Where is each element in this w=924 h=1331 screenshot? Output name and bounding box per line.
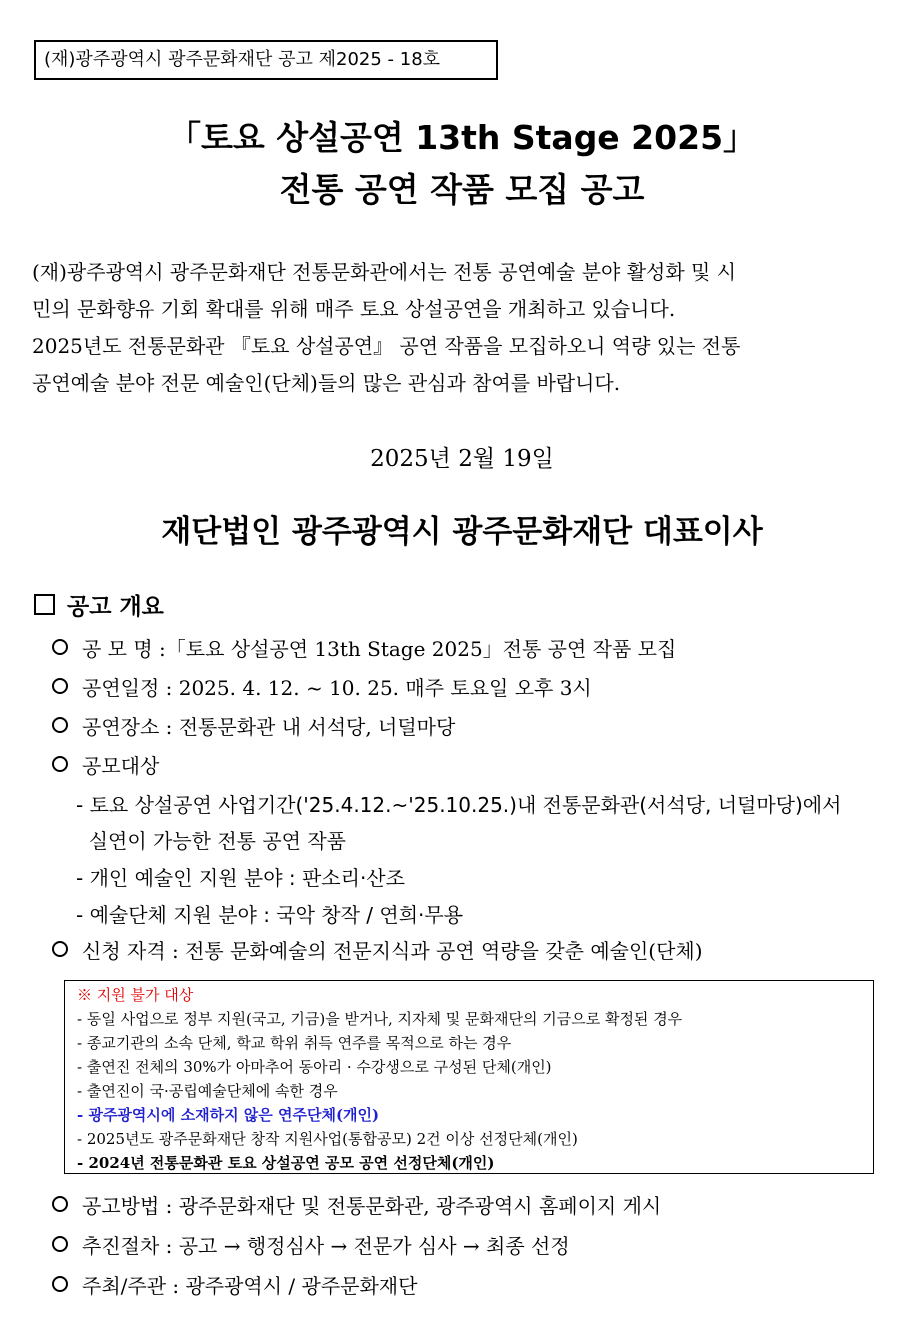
target-sub-item: - 예술단체 지원 분야 : 국악 창작 / 연희·무용: [76, 903, 464, 927]
section-heading: [34, 588, 164, 621]
announcement-date: 2025년 2월 19일: [370, 446, 554, 472]
section-title: 공고 개요: [67, 594, 164, 620]
overview-item: 공고방법 : 광주문화재단 및 전통문화관, 광주광역시 홈페이지 게시: [52, 1190, 661, 1219]
overview-item: 추진절차 : 공고 → 행정심사 → 전문가 심사 → 최종 선정: [52, 1230, 570, 1259]
overview-item: 공연일정 : 2025. 4. 12. ~ 10. 25. 매주 토요일 오후 3시: [52, 672, 592, 701]
intro-paragraph-line: 2025년도 전통문화관 『토요 상설공연』 공연 작품을 모집하오니 역량 있는 전통: [32, 334, 741, 358]
circle-bullet-icon: [52, 717, 68, 733]
ineligible-item: - 출연진 전체의 30%가 아마추어 동아리 · 수강생으로 구성된 단체(개인): [77, 1058, 552, 1076]
ineligible-item-highlight: - 광주광역시에 소재하지 않은 연주단체(개인): [77, 1106, 380, 1124]
ineligible-item: - 동일 사업으로 정부 지원(국고, 기금)을 받거나, 지자체 및 문화재단의 기금으로 확정된 경우: [77, 1010, 683, 1028]
intro-paragraph-line: 공연예술 분야 전문 예술인(단체)들의 많은 관심과 참여를 바랍니다.: [32, 371, 621, 395]
overview-item: 공연장소 : 전통문화관 내 서석당, 너덜마당: [52, 711, 455, 740]
ineligible-item: - 종교기관의 소속 단체, 학교 학위 취득 연주를 목적으로 하는 경우: [77, 1034, 512, 1052]
ineligible-item: - 출연진이 국·공립예술단체에 속한 경우: [77, 1082, 338, 1100]
overview-item: 공 모 명 :「토요 상설공연 13th Stage 2025」전통 공연 작품 모집: [52, 633, 676, 662]
circle-bullet-icon: [52, 1276, 68, 1292]
eligibility-item: 신청 자격 : 전통 문화예술의 전문지식과 공연 역량을 갖춘 예술인(단체): [52, 935, 703, 964]
ineligible-title: ※ 지원 불가 대상: [77, 986, 194, 1004]
circle-bullet-icon: [52, 1236, 68, 1252]
square-bullet-icon: [34, 594, 55, 615]
announcement-subtitle: 전통 공연 작품 모집 공고: [279, 170, 645, 209]
target-sub-item: - 토요 상설공연 사업기간('25.4.12.~'25.10.25.)내 전통문화관(서석당, 너덜마당)에서: [76, 793, 842, 817]
circle-bullet-icon: [52, 941, 68, 957]
circle-bullet-icon: [52, 639, 68, 655]
circle-bullet-icon: [52, 678, 68, 694]
target-sub-item: 실연이 가능한 전통 공연 작품: [76, 829, 346, 853]
circle-bullet-icon: [52, 756, 68, 772]
overview-item: 공모대상: [52, 750, 159, 779]
ineligible-item: - 2025년도 광주문화재단 창작 지원사업(통합공모) 2건 이상 선정단체(개인): [77, 1130, 578, 1148]
target-sub-item: - 개인 예술인 지원 분야 : 판소리·산조: [76, 866, 405, 890]
intro-paragraph-line: (재)광주광역시 광주문화재단 전통문화관에서는 전통 공연예술 분야 활성화 및 시: [32, 260, 737, 284]
issuing-organization: 재단법인 광주광역시 광주문화재단 대표이사: [161, 514, 763, 550]
circle-bullet-icon: [52, 1196, 68, 1212]
ineligible-item-bold: - 2024년 전통문화관 토요 상설공연 공모 공연 선정단체(개인): [77, 1154, 495, 1172]
intro-paragraph-line: 민의 문화향유 기회 확대를 위해 매주 토요 상설공연을 개최하고 있습니다.: [32, 297, 676, 321]
announcement-title: 「토요 상설공연 13th Stage 2025」: [167, 118, 757, 157]
notice-number: (재)광주광역시 광주문화재단 공고 제2025 - 18호: [34, 40, 498, 80]
overview-item: 주최/주관 : 광주광역시 / 광주문화재단: [52, 1270, 417, 1299]
ineligible-box: [64, 980, 874, 1174]
